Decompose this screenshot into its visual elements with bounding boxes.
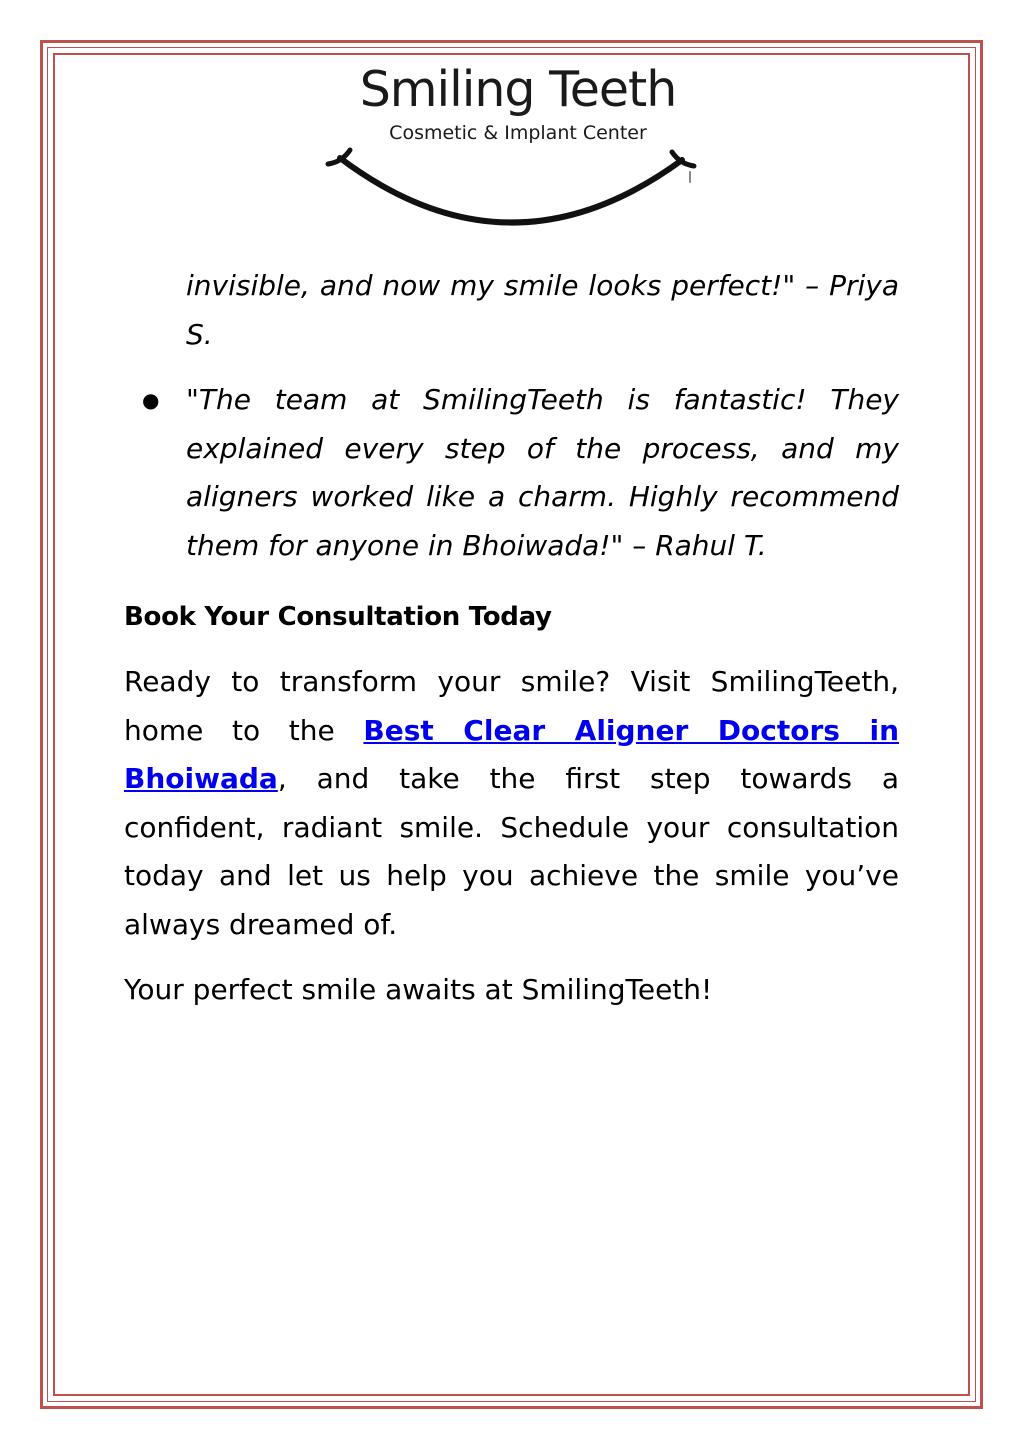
paragraph-text-before-link: Ready to transform your smile? Visit SmilingTeeth, home to the: [124, 665, 899, 747]
clear-aligner-doctors-link[interactable]: Best Clear Aligner Doctors in Bhoiwada: [124, 713, 900, 795]
logo-title: Smiling Teeth: [359, 61, 677, 118]
testimonial-text: "The team at SmilingTeeth is fantastic! They explained every step of the process, and my aligners worked like a charm. Highly recommend them for anyone in Bhoiwada!" – Rahul T.: [186, 383, 899, 562]
bullet-icon: ●: [142, 388, 160, 412]
testimonial-text: invisible, and now my smile looks perfect!" – Priya S.: [186, 269, 899, 351]
testimonial-item: [186, 262, 899, 359]
logo-subtitle: Cosmetic & Implant Center: [389, 122, 647, 144]
section-heading: Book Your Consultation Today: [124, 602, 552, 632]
smile-logo-icon: [320, 146, 710, 246]
consultation-paragraph: [124, 658, 899, 949]
closing-line: Your perfect smile awaits at SmilingTeeth!: [124, 973, 713, 1006]
logo: [320, 58, 710, 248]
testimonial-item: [142, 376, 899, 570]
document-content: [124, 262, 899, 1015]
paragraph-text-after-link: , and take the first step towards a confident, radiant smile. Schedule your consultation today and let us help you achieve the smile you’ve always dreamed of.: [124, 762, 899, 941]
